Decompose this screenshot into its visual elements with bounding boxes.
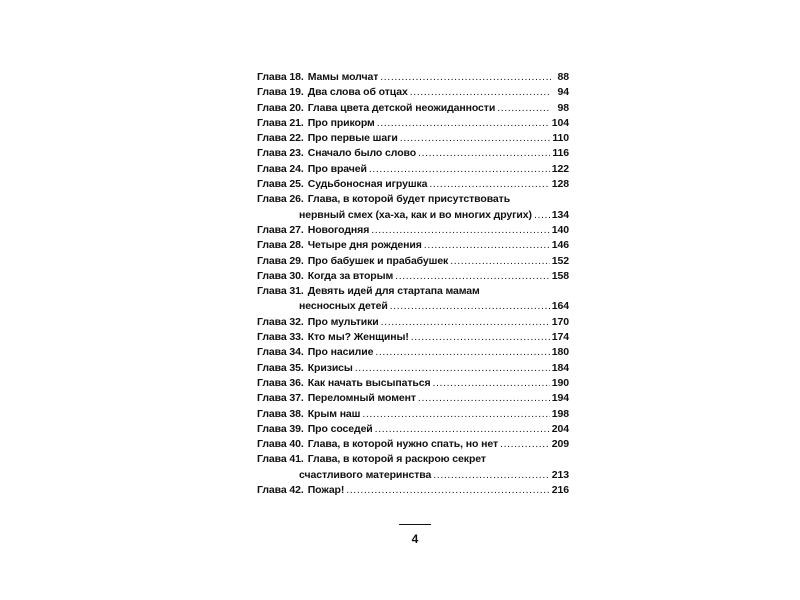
toc-title: Про соседей (307, 422, 373, 435)
toc-page-number: 213 (551, 468, 569, 481)
toc-page-number: 174 (551, 331, 569, 344)
toc-line (257, 284, 569, 299)
toc-entry (257, 391, 569, 406)
toc-title: Глава цвета детской неожиданности (307, 101, 496, 114)
toc-title: Про мультики (307, 315, 379, 328)
toc-page-number: 134 (551, 208, 569, 221)
toc-title: Про первые шаги (307, 132, 398, 145)
toc-entry (257, 116, 569, 131)
toc-line (257, 70, 569, 85)
toc-entry (257, 345, 569, 360)
toc-entry (257, 422, 569, 437)
toc-entry (257, 284, 569, 315)
toc-title: Когда за вторым (307, 269, 394, 282)
toc-line (257, 192, 569, 207)
toc-chapter-label: Глава 20. (257, 101, 304, 114)
toc-leader-dots (375, 345, 549, 360)
toc-title: Про бабушек и прабабушек (307, 254, 449, 267)
toc-entry (257, 483, 569, 498)
toc-page-number: 88 (557, 71, 569, 83)
toc-title: Кризисы (307, 361, 353, 374)
toc-page-number: 152 (551, 254, 569, 267)
toc-title: счастливого материнства (299, 468, 432, 481)
toc-line (257, 269, 569, 284)
toc-entry (257, 85, 569, 100)
toc-title: Крым наш (307, 407, 361, 420)
toc-title: Глава, в которой я раскрою секрет (307, 453, 486, 466)
toc-leader-dots (380, 70, 551, 85)
toc-page-number: 158 (551, 269, 569, 282)
toc-leader-dots (362, 407, 549, 422)
toc-leader-dots (395, 269, 550, 284)
toc-title: Девять идей для стартапа мамам (307, 285, 480, 298)
toc-leader-dots (390, 299, 550, 314)
toc-line (257, 208, 569, 223)
toc-chapter-label: Глава 32. (257, 315, 304, 328)
toc-chapter-label: Глава 35. (257, 361, 304, 374)
toc-leader-dots (346, 483, 550, 498)
toc-chapter-label: Глава 26. (257, 193, 304, 206)
toc-chapter-label: Глава 23. (257, 147, 304, 160)
toc-entry (257, 437, 569, 452)
toc-leader-dots (377, 116, 550, 131)
toc-leader-dots (418, 391, 550, 406)
toc-entry (257, 223, 569, 238)
toc-chapter-label: Глава 31. (257, 285, 304, 298)
toc-title: Сначало было слово (307, 147, 417, 160)
toc-chapter-label: Глава 25. (257, 178, 304, 191)
toc-leader-dots (371, 223, 550, 238)
toc-entry (257, 330, 569, 345)
toc-chapter-label: Глава 21. (257, 116, 304, 129)
page-number-rule (399, 524, 431, 525)
toc-entry (257, 177, 569, 192)
toc-page-number: 180 (551, 346, 569, 359)
toc-page-number: 216 (551, 484, 569, 497)
toc-leader-dots (411, 330, 550, 345)
toc-entry (257, 254, 569, 269)
toc-line (257, 223, 569, 238)
toc-title: нервный смех (ха-ха, как и во многих других) (299, 208, 532, 221)
toc-line (257, 330, 569, 345)
toc-chapter-label: Глава 38. (257, 407, 304, 420)
toc-line (257, 85, 569, 100)
toc-line (257, 483, 569, 498)
toc-line (257, 254, 569, 269)
toc-leader-dots (418, 146, 550, 161)
toc-chapter-label: Глава 37. (257, 392, 304, 405)
toc-page-number: 140 (551, 223, 569, 236)
toc-chapter-label: Глава 36. (257, 376, 304, 389)
toc-page-number: 146 (551, 239, 569, 252)
toc-chapter-label: Глава 40. (257, 438, 304, 451)
toc-chapter-label: Глава 29. (257, 254, 304, 267)
toc-line (257, 299, 569, 314)
toc-leader-dots (500, 437, 550, 452)
toc-page-number: 170 (551, 315, 569, 328)
toc-chapter-label: Глава 24. (257, 162, 304, 175)
toc-entry (257, 238, 569, 253)
toc-title: Переломный момент (307, 392, 416, 405)
toc-chapter-label: Глава 22. (257, 132, 304, 145)
toc-line (257, 238, 569, 253)
toc-chapter-label: Глава 19. (257, 86, 304, 99)
toc-title: Про насилие (307, 346, 374, 359)
toc-line (257, 116, 569, 131)
toc-leader-dots (424, 238, 550, 253)
toc-entry (257, 101, 569, 116)
toc-page-number: 110 (552, 132, 569, 145)
toc-page-number: 209 (551, 438, 569, 451)
toc-page-number: 98 (557, 101, 569, 114)
toc-leader-dots (497, 101, 551, 116)
toc-chapter-label: Глава 34. (257, 346, 304, 359)
toc-line (257, 376, 569, 391)
toc-line (257, 162, 569, 177)
toc-leader-dots (369, 162, 550, 177)
toc-chapter-label: Глава 33. (257, 331, 304, 344)
toc-entry (257, 269, 569, 284)
toc-title: Как начать высыпаться (307, 376, 431, 389)
toc-line (257, 101, 569, 116)
toc-title: Мамы молчат (307, 71, 379, 83)
toc-line (257, 407, 569, 422)
toc-entry (257, 376, 569, 391)
toc-leader-dots (381, 315, 550, 330)
toc-page-number: 104 (551, 116, 569, 129)
toc-title: Глава, в которой будет присутствовать (307, 193, 511, 206)
toc-title: Четыре дня рождения (307, 239, 422, 252)
toc-entry (257, 407, 569, 422)
toc-title: Про врачей (307, 162, 367, 175)
toc-entry (257, 452, 569, 483)
toc-leader-dots (433, 376, 550, 391)
toc-page-number: 122 (551, 162, 569, 175)
toc-title: Кто мы? Женщины! (307, 331, 409, 344)
toc-leader-dots (534, 208, 550, 223)
page-number: 4 (411, 532, 419, 546)
toc-leader-dots (375, 422, 550, 437)
toc-entry (257, 146, 569, 161)
toc-line (257, 452, 569, 467)
toc-title: Пожар! (307, 484, 345, 497)
toc-page-number: 204 (551, 422, 569, 435)
toc-line (257, 437, 569, 452)
toc-line (257, 315, 569, 330)
toc-entry (257, 361, 569, 376)
toc-page-number: 94 (557, 86, 569, 99)
toc-line (257, 146, 569, 161)
toc-entry (257, 70, 569, 85)
toc-line (257, 468, 569, 483)
toc-leader-dots (400, 131, 551, 146)
toc-chapter-label: Глава 30. (257, 269, 304, 282)
toc-title: Два слова об отцах (307, 86, 408, 99)
toc-line (257, 131, 569, 146)
toc-line (257, 391, 569, 406)
toc-leader-dots (355, 361, 550, 376)
toc-page-number: 116 (552, 147, 569, 160)
toc-page-number: 194 (551, 392, 569, 405)
toc-title: Новогодняя (307, 223, 370, 236)
toc-page-number: 128 (551, 178, 569, 191)
toc-line (257, 177, 569, 192)
toc-chapter-label: Глава 18. (257, 71, 304, 83)
toc-chapter-label: Глава 27. (257, 223, 304, 236)
toc-page-number: 198 (551, 407, 569, 420)
toc-line (257, 361, 569, 376)
toc-chapter-label: Глава 39. (257, 422, 304, 435)
toc-entry (257, 131, 569, 146)
toc-line (257, 422, 569, 437)
table-of-contents (257, 70, 569, 498)
toc-leader-dots (450, 254, 550, 269)
toc-entry (257, 315, 569, 330)
toc-title: Глава, в которой нужно спать, но нет (307, 438, 499, 451)
toc-leader-dots (429, 177, 549, 192)
toc-chapter-label: Глава 42. (257, 484, 304, 497)
toc-title: несносных детей (299, 300, 388, 313)
toc-leader-dots (410, 85, 551, 100)
toc-entry (257, 192, 569, 223)
toc-title: Про прикорм (307, 116, 375, 129)
toc-chapter-label: Глава 28. (257, 239, 304, 252)
toc-entry (257, 162, 569, 177)
toc-page-number: 184 (551, 361, 569, 374)
toc-title: Судьбоносная игрушка (307, 178, 428, 191)
toc-page-number: 164 (551, 300, 569, 313)
toc-page-number: 190 (551, 376, 569, 389)
toc-leader-dots (433, 468, 549, 483)
toc-chapter-label: Глава 41. (257, 453, 304, 466)
toc-line (257, 345, 569, 360)
